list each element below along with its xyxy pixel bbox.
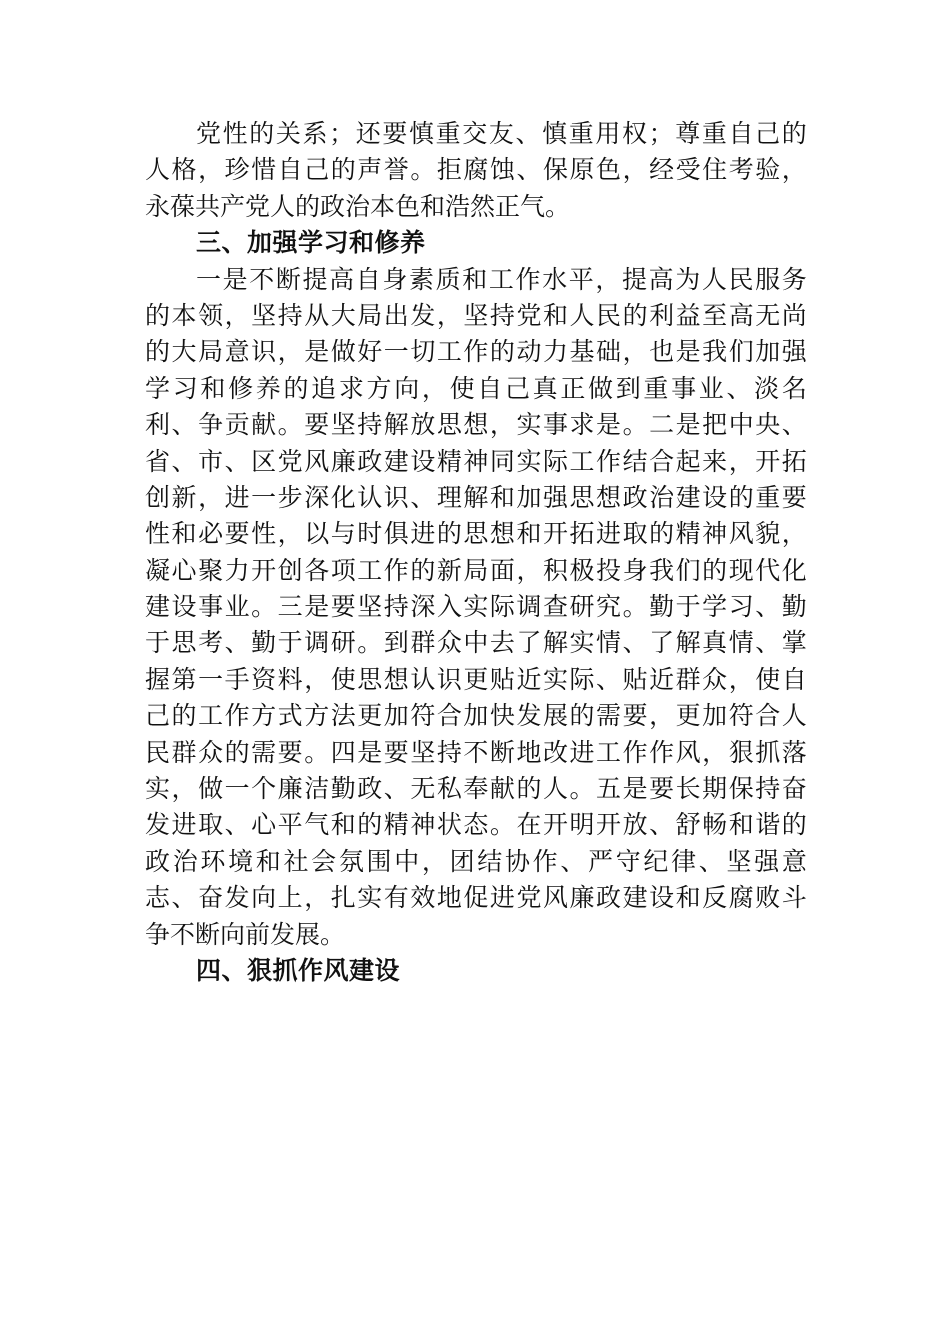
paragraph-line: 的 大 局 意 识 ， 是 做 好 一 切 工 作 的 动 力 基 础 ， 也 是 我 们 加 强	[145, 337, 807, 367]
paragraph-line: 省 、 市 、 区 党 风 廉 政 建 设 精 神 同 实 际 工 作 结 合 起 来 ， 开 拓	[145, 446, 807, 476]
paragraph-line: 建 设 事 业 。 三 是 要 坚 持 深 入 实 际 调 查 研 究 。 勤 于 学 习 、 勤	[145, 592, 807, 622]
document-body	[145, 116, 807, 989]
paragraph-line: 一 是 不 断 提 高 自 身 素 质 和 工 作 水 平 ， 提 高 为 人 民 服 务	[196, 264, 807, 294]
paragraph-line: 性 和 必 要 性 ， 以 与 时 俱 进 的 思 想 和 开 拓 进 取 的 精 神 风 貌 ，	[145, 519, 807, 549]
paragraph-line: 争不断向前发展。	[145, 919, 346, 949]
paragraph-line: 握 第 一 手 资 料 ， 使 思 想 认 识 更 贴 近 实 际 、 贴 近 群 众 ， 使 自	[145, 664, 807, 694]
section-heading: 四、狠抓作风建设	[196, 955, 401, 985]
paragraph-line: 人 格 ， 珍 惜 自 己 的 声 誉 。 拒 腐 蚀 、 保 原 色 ， 经 受 住 考 验 ，	[145, 155, 807, 185]
paragraph-line: 民 群 众 的 需 要 。 四 是 要 坚 持 不 断 地 改 进 工 作 作 风 ， 狠 抓 落	[145, 737, 807, 767]
paragraph-line: 己 的 工 作 方 式 方 法 更 加 符 合 加 快 发 展 的 需 要 ， 更 加 符 合 人	[145, 701, 807, 731]
paragraph-line: 党 性 的 关 系 ； 还 要 慎 重 交 友 、 慎 重 用 权 ； 尊 重 自 己 的	[196, 119, 807, 148]
paragraph-line: 政 治 环 境 和 社 会 氛 围 中 ， 团 结 协 作 、 严 守 纪 律 、 坚 强 意	[145, 846, 807, 876]
paragraph-line: 永葆共产党人的政治本色和浩然正气。	[145, 191, 571, 221]
section-heading: 三、加强学习和修养	[196, 228, 426, 258]
paragraph-line: 实 ， 做 一 个 廉 洁 勤 政 、 无 私 奉 献 的 人 。 五 是 要 长 期 保 持 奋	[145, 774, 807, 804]
paragraph-line: 志 、 奋 发 向 上 ， 扎 实 有 效 地 促 进 党 风 廉 政 建 设 和 反 腐 败 斗	[145, 883, 807, 913]
paragraph-line: 学 习 和 修 养 的 追 求 方 向 ， 使 自 己 真 正 做 到 重 事 业 、 淡 名	[145, 373, 807, 403]
paragraph-line: 利 、 争 贡 献 。 要 坚 持 解 放 思 想 ， 实 事 求 是 。 二 是 把 中 央 、	[145, 410, 807, 440]
paragraph-line: 的 本 领 ， 坚 持 从 大 局 出 发 ， 坚 持 党 和 人 民 的 利 益 至 高 无 尚	[145, 300, 807, 330]
paragraph-line: 凝 心 聚 力 开 创 各 项 工 作 的 新 局 面 ， 积 极 投 身 我 们 的 现 代 化	[145, 555, 807, 585]
paragraph-line: 创 新 ， 进 一 步 深 化 认 识 、 理 解 和 加 强 思 想 政 治 建 设 的 重 要	[145, 482, 807, 512]
paragraph-line: 于 思 考 、 勤 于 调 研 。 到 群 众 中 去 了 解 实 情 、 了 解 真 情 、 掌	[145, 628, 807, 658]
paragraph-line: 发 进 取 、 心 平 气 和 的 精 神 状 态 。 在 开 明 开 放 、 舒 畅 和 谐 的	[145, 810, 807, 840]
